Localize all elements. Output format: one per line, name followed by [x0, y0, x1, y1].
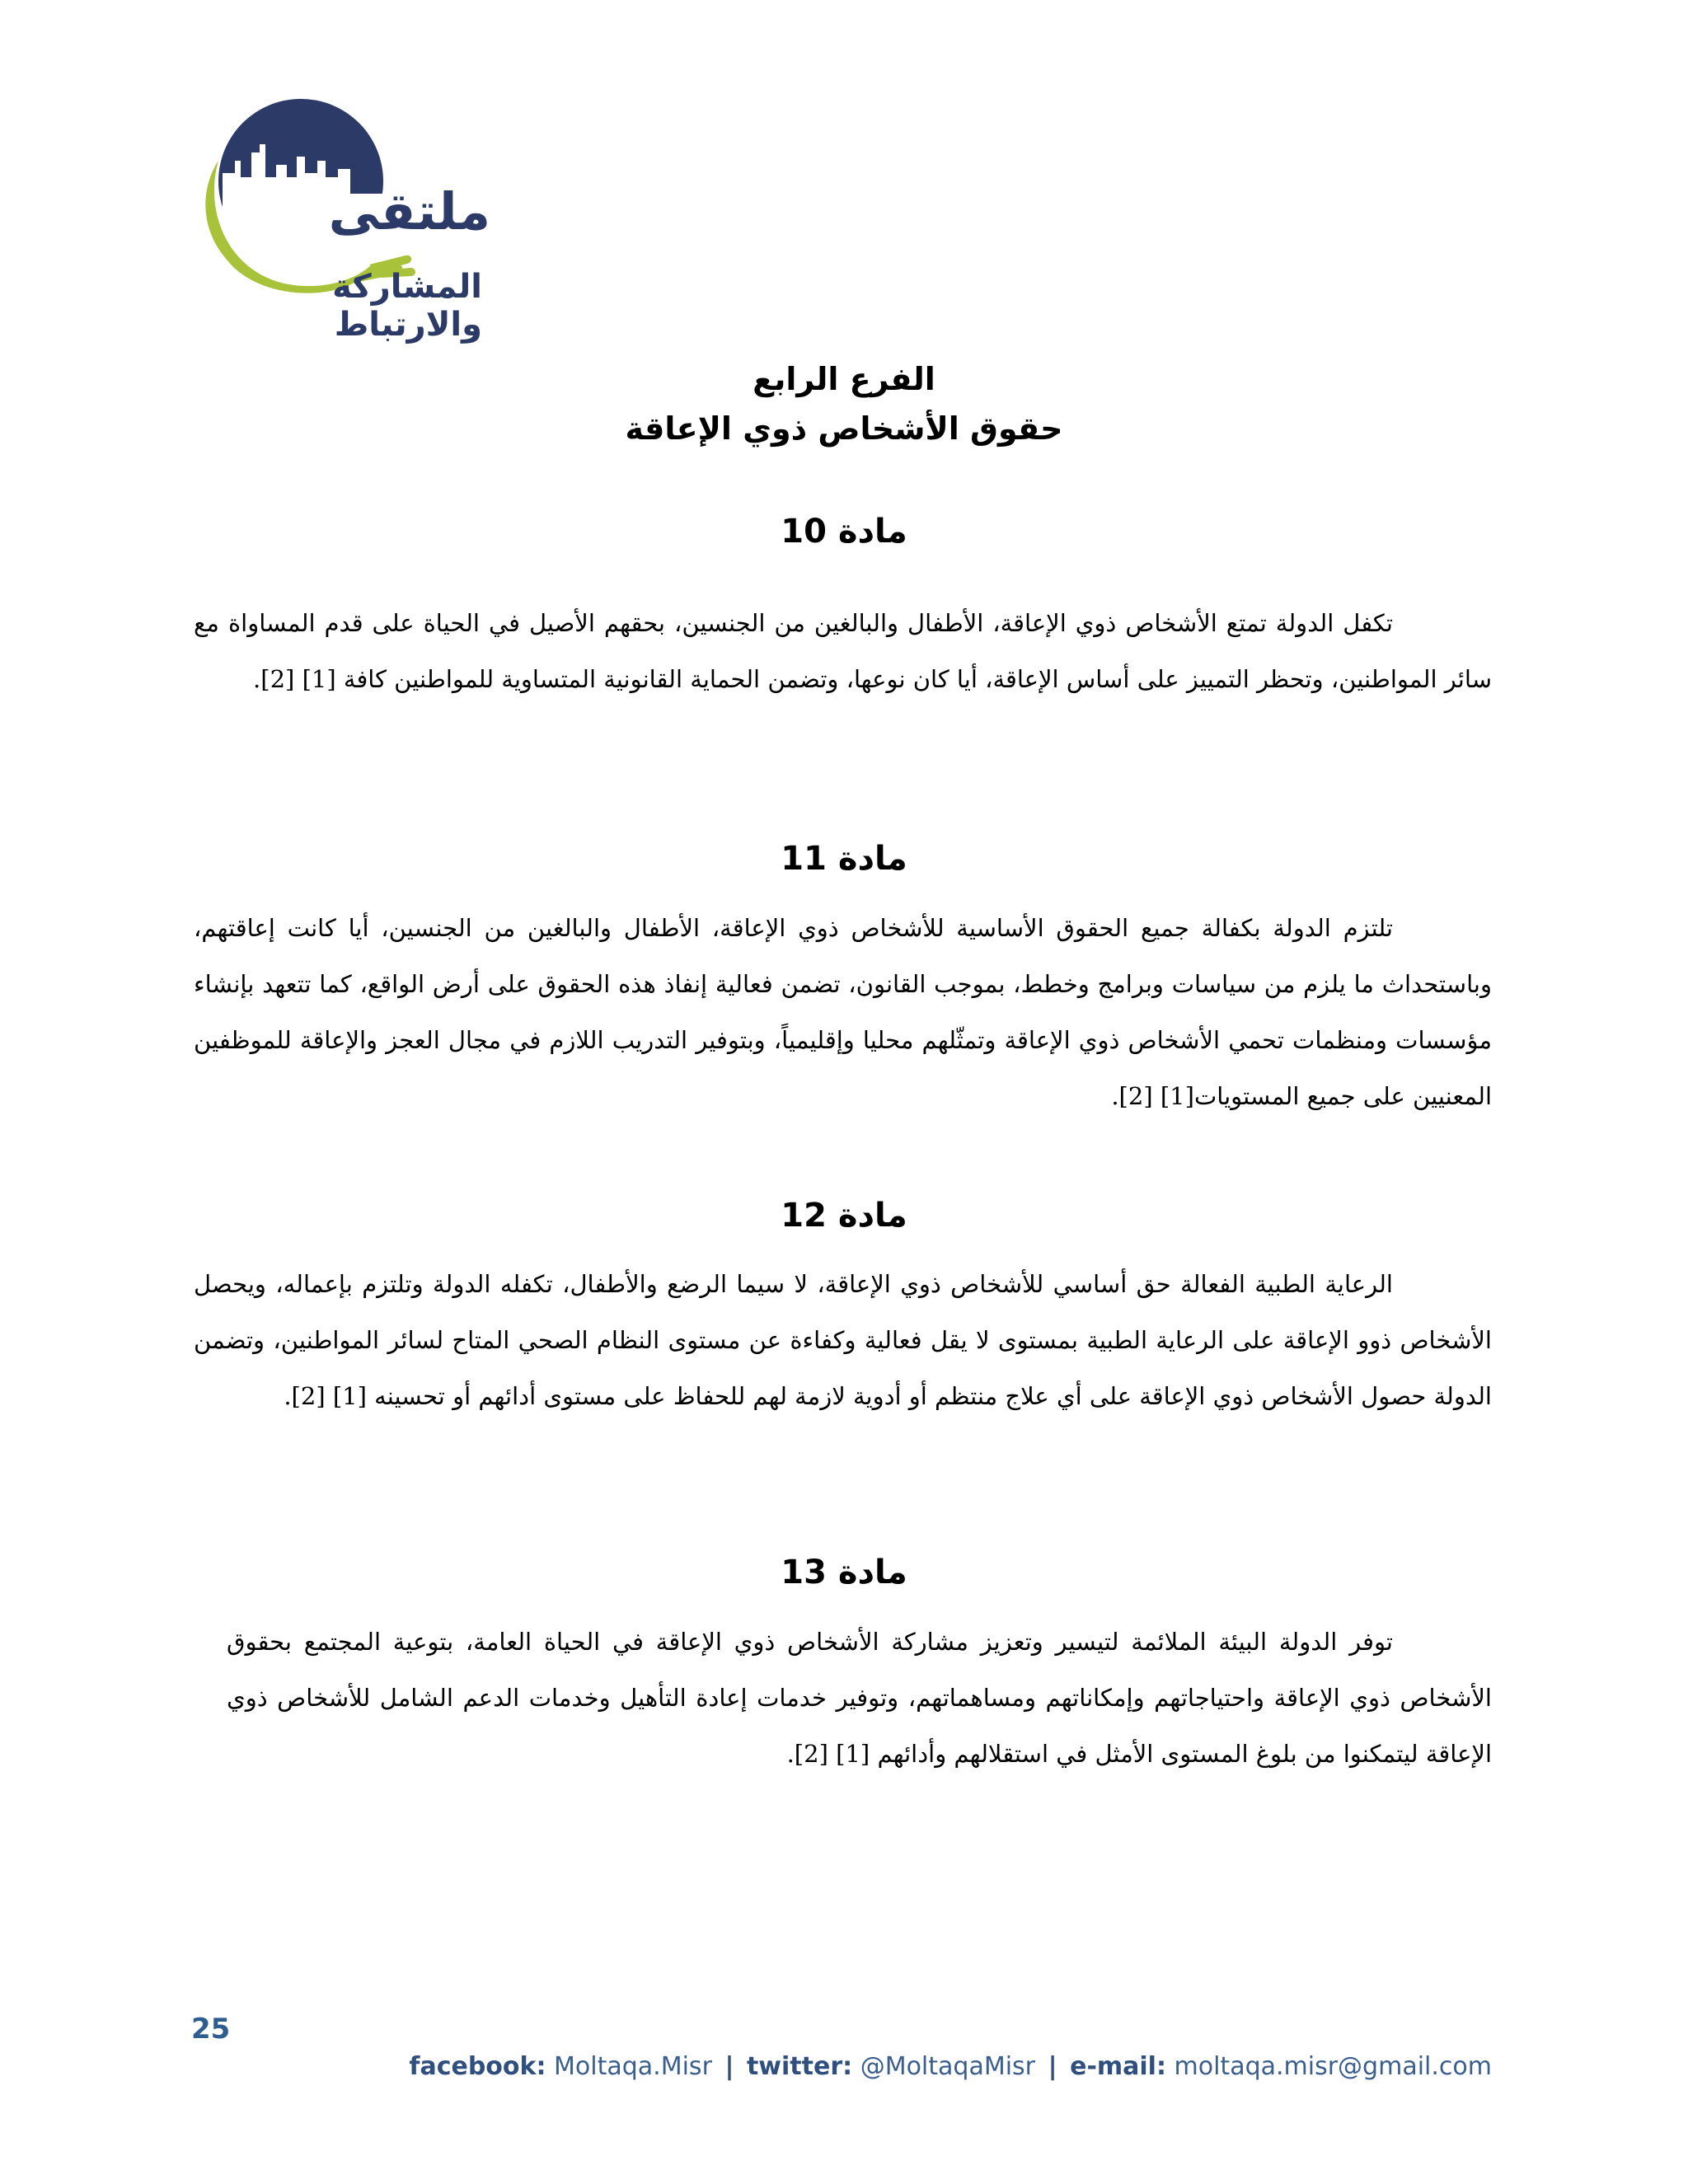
- article-13-title: مادة 13: [781, 1554, 907, 1591]
- page-number: 25: [191, 2013, 231, 2046]
- footer-contacts: [409, 2052, 1492, 2081]
- email-link[interactable]: moltaqa.misr@gmail.com: [1174, 2052, 1492, 2081]
- logo-name: ملتقى: [328, 181, 490, 241]
- article-10-body: تكفل الدولة تمتع الأشخاص ذوي الإعاقة، الأطفال والبالغين من الجنسين، بحقهم الأصيل في الحياة على قدم المساواة مع سائر المواطنين، وتحظر التمييز على أساس الإعاقة، أيا كان نوعها، وتضمن الحماية القانونية المتساوية للمواطنين كافة [1] [2].: [194, 609, 1492, 693]
- article-10-title: مادة 10: [781, 513, 907, 551]
- article-11-title: مادة 11: [781, 840, 907, 878]
- article-11-body: تلتزم الدولة بكفالة جميع الحقوق الأساسية للأشخاص ذوي الإعاقة، الأطفال والبالغين من الجنسين، أيا كانت إعاقتهم، وباستحداث ما يلزم من سياسات وبرامج وخطط، بموجب القانون، تضمن فعالية إنفاذ هذه الحقوق على أرض الواقع، كما تتعهد بإنشاء مؤسسات ومنظمات تحمي الأشخاص ذوي الإعاقة وتمثّلهم محليا وإقليمياً، وبتوفير التدريب اللازم في مجال العجز والإعاقة للموظفين المعنيين على جميع المستويات[1] [2].: [194, 914, 1492, 1110]
- article-12-body: الرعاية الطبية الفعالة حق أساسي للأشخاص ذوي الإعاقة، لا سيما الرضع والأطفال، تكفله الدولة وتلتزم بإعماله، ويحصل الأشخاص ذوو الإعاقة على الرعاية الطبية بمستوى لا يقل فعالية وكفاءة عن مستوى النظام الصحي المتاح لسائر المواطنين، وتضمن الدولة حصول الأشخاص ذوي الإعاقة على أي علاج منتظم أو أدوية لازمة لهم للحفاظ على مستوى أدائهم أو تحسينه [1] [2].: [194, 1270, 1492, 1410]
- facebook-link[interactable]: Moltaqa.Misr: [554, 2052, 712, 2081]
- article-13-body: توفر الدولة البيئة الملائمة لتيسير وتعزيز مشاركة الأشخاص ذوي الإعاقة في الحياة العامة، بتوعية المجتمع بحقوق الأشخاص ذوي الإعاقة واحتياجاتهم وإمكاناتهم ومساهماتهم، وتوفير خدمات إعادة التأهيل وخدمات الدعم الشامل للأشخاص ذوي الإعاقة ليتمكنوا من بلوغ المستوى الأمثل في استقلالهم وأدائهم [1] [2].: [227, 1628, 1492, 1768]
- moltaqa-logo: [190, 95, 495, 344]
- article-12-title: مادة 12: [781, 1197, 907, 1235]
- logo-tagline: المشاركة والارتباط: [332, 268, 482, 344]
- facebook-label: facebook:: [409, 2052, 546, 2081]
- section-title: الفرع الرابع: [753, 361, 935, 397]
- twitter-link[interactable]: @MoltaqaMisr: [860, 2052, 1036, 2081]
- footer-separator: |: [724, 2052, 734, 2081]
- section-subtitle: حقوق الأشخاص ذوي الإعاقة: [625, 410, 1063, 447]
- footer-separator: |: [1048, 2052, 1057, 2081]
- email-label: e-mail:: [1070, 2052, 1166, 2081]
- twitter-label: twitter:: [746, 2052, 853, 2081]
